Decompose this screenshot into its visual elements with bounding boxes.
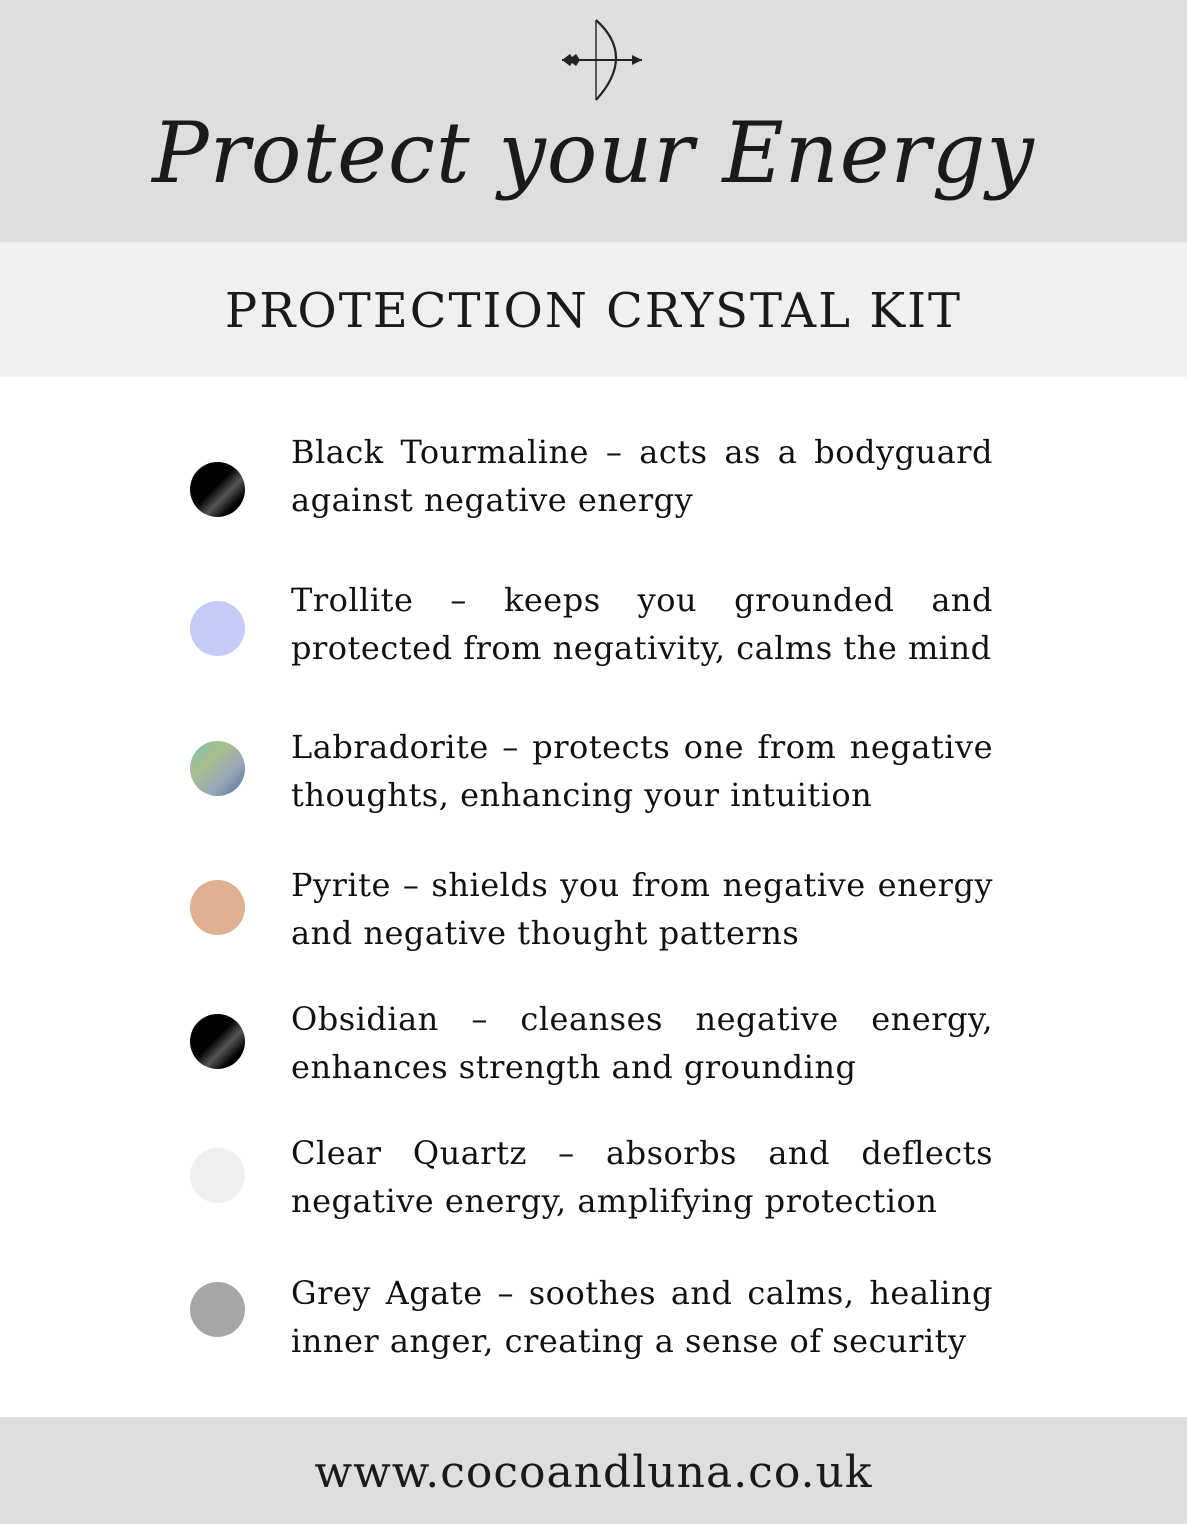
crystal-description: Grey Agate – soothes and calms, healing inner anger, creating a sense of security bbox=[291, 1274, 993, 1360]
crystal-description: Clear Quartz – absorbs and deflects negative energy, amplifying protection bbox=[291, 1134, 993, 1220]
crystal-swatch-icon bbox=[190, 741, 245, 796]
crystal-swatch-icon bbox=[190, 1014, 245, 1069]
script-title: Protect your Energy bbox=[152, 104, 1035, 202]
website-link[interactable]: www.cocoandluna.co.uk bbox=[314, 1447, 873, 1498]
crystal-swatch-icon bbox=[190, 462, 245, 517]
crystal-description: Trollite – keeps you grounded and protected from negativity, calms the mind bbox=[291, 581, 993, 667]
crystal-description: Pyrite – shields you from negative energy and negative thought patterns bbox=[291, 866, 993, 952]
crystal-swatch-icon bbox=[190, 601, 245, 656]
crystal-swatch-icon bbox=[190, 1148, 245, 1203]
crystal-description: Labradorite – protects one from negative thoughts, enhancing your intuition bbox=[291, 728, 993, 814]
kit-title: PROTECTION CRYSTAL KIT bbox=[224, 283, 963, 339]
crystal-description: Obsidian – cleanses negative energy, enhances strength and grounding bbox=[291, 1000, 993, 1086]
crystal-swatch-icon bbox=[190, 880, 245, 935]
crystal-description: Black Tourmaline – acts as a bodyguard against negative energy bbox=[291, 433, 993, 519]
crystal-swatch-icon bbox=[190, 1282, 245, 1337]
